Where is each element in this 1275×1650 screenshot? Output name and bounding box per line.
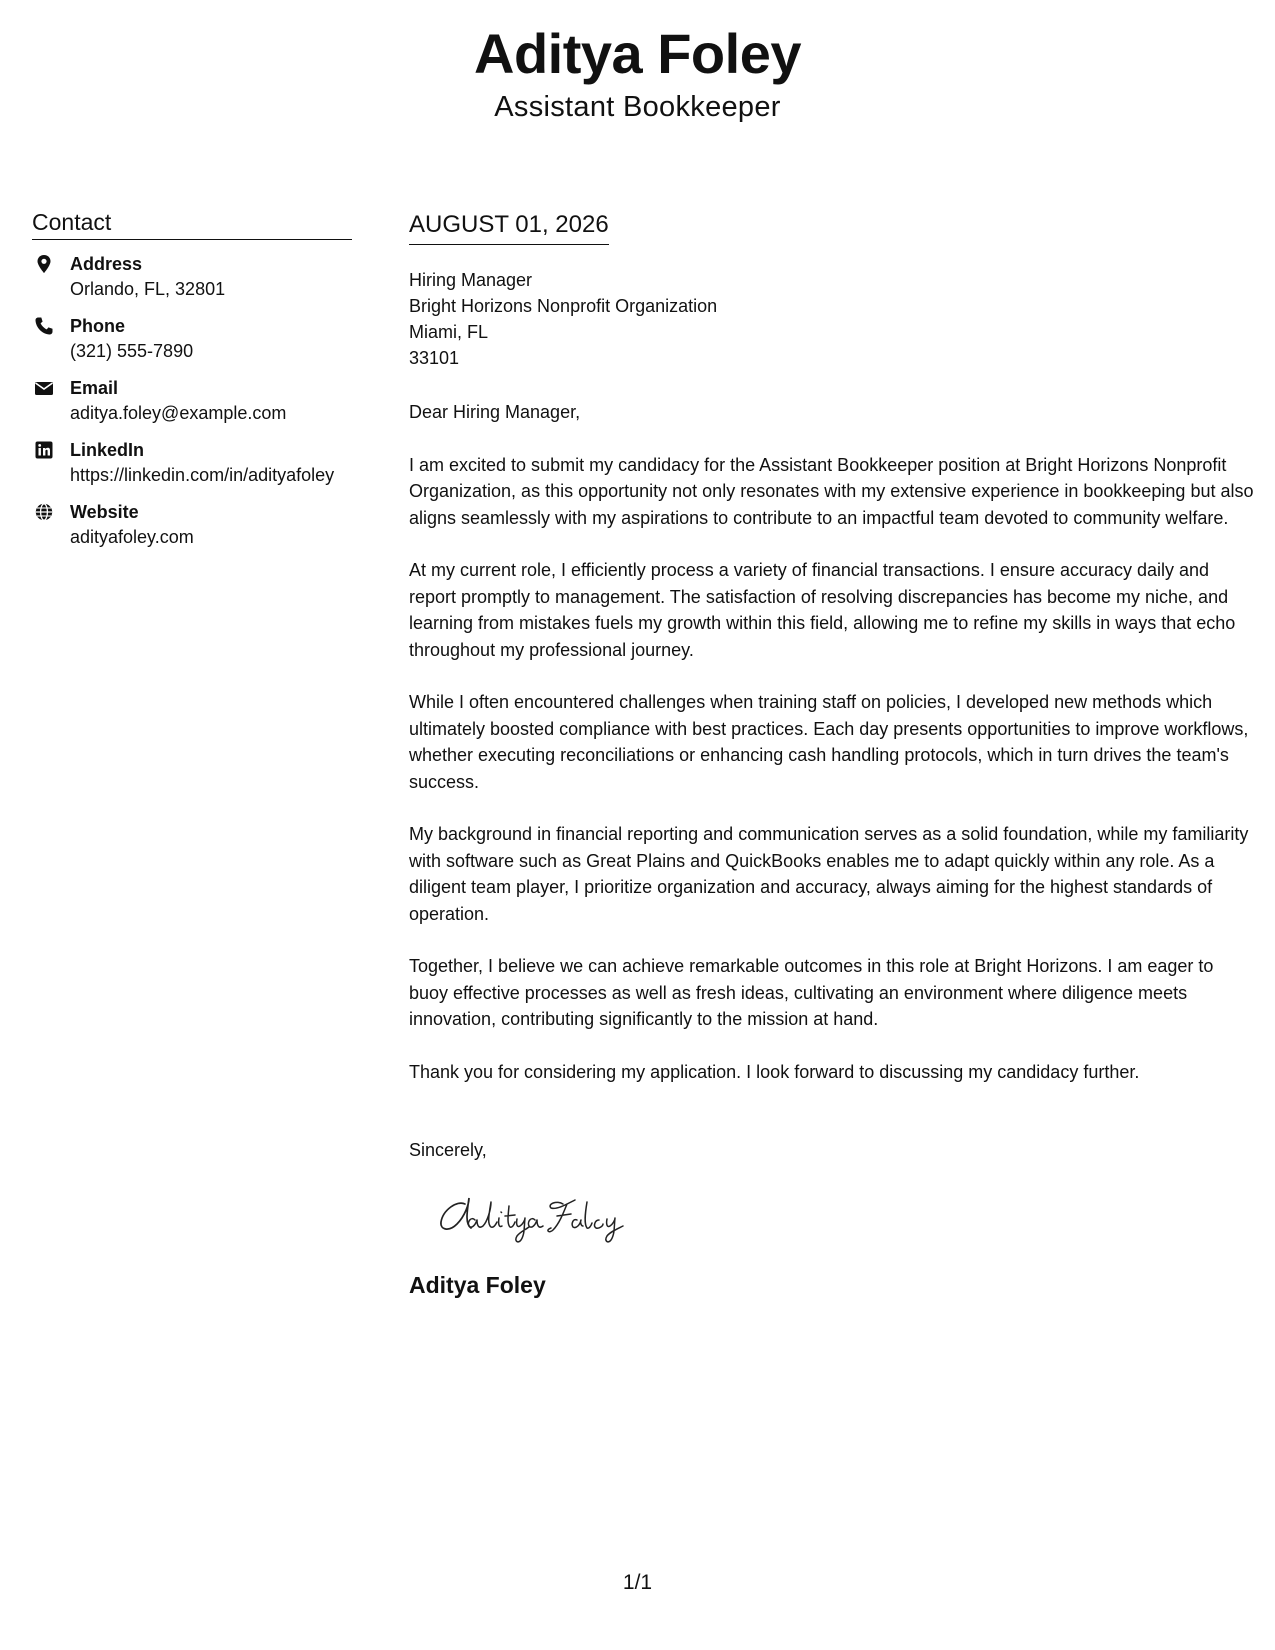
contact-address — [32, 252, 352, 302]
contact-address-value: Orlando, FL, 32801 — [70, 279, 226, 299]
letter-paragraph: While I often encountered challenges when training staff on policies, I developed new methods which ultimately boosted compliance with best practices. Each day presents opportunities to improve workflows, whether executing reconciliations or enhancing cash handling protocols, which in turn drives the team's success. — [409, 692, 1249, 792]
contact-phone — [32, 314, 352, 364]
contact-heading: Contact — [32, 208, 352, 240]
letter-body — [409, 210, 1254, 1299]
handwritten-signature — [435, 1186, 665, 1244]
contact-website-label: Website — [70, 502, 139, 522]
letter-paragraph: My background in financial reporting and communication serves as a solid foundation, while my familiarity with software such as Great Plains and QuickBooks enables me to adapt quickly within any role. As a diligent team player, I prioritize organization and accuracy, always aiming for the highest standards of operation. — [409, 824, 1249, 924]
contact-website — [32, 500, 352, 550]
contact-email-label: Email — [70, 378, 119, 398]
page-number: 1/1 — [622, 1571, 653, 1594]
letter-paragraph: At my current role, I efficiently process a variety of financial transactions. I ensure accuracy daily and report promptly to management. The satisfaction of resolving discrepancies has become my niche, and learning from mistakes fuels my growth within this field, allowing me to refine my skills in ways that echo throughout my professional journey. — [409, 560, 1236, 660]
recipient-line: 33101 — [409, 348, 460, 368]
phone-icon — [34, 316, 54, 336]
contact-phone-value: (321) 555-7890 — [70, 341, 194, 361]
map-pin-icon — [34, 254, 54, 274]
recipient-line: Bright Horizons Nonprofit Organization — [409, 296, 718, 316]
closing: Sincerely, — [409, 1140, 487, 1160]
contact-address-label: Address — [70, 254, 143, 274]
letter-paragraph: Together, I believe we can achieve remarkable outcomes in this role at Bright Horizons. I am eager to buoy effective processes as well as fresh ideas, cultivating an environment where diligence meets innovation, contributing significantly to the mission at hand. — [409, 956, 1214, 1029]
signer-name: Aditya Foley — [409, 1271, 546, 1298]
letter-header — [0, 22, 1275, 124]
recipient-line: Miami, FL — [409, 322, 489, 342]
contact-email — [32, 376, 352, 426]
recipient-line: Hiring Manager — [409, 270, 533, 290]
contact-website-value[interactable]: adityafoley.com — [70, 527, 194, 547]
contact-linkedin-label: LinkedIn — [70, 440, 145, 460]
contact-email-value[interactable]: aditya.foley@example.com — [70, 403, 287, 423]
salutation: Dear Hiring Manager, — [409, 402, 581, 422]
contact-sidebar — [32, 208, 352, 562]
letter-paragraph: Thank you for considering my application. I look forward to discussing my candidacy further. — [409, 1061, 1140, 1082]
applicant-title: Assistant Bookkeeper — [494, 91, 781, 123]
letter-paragraph: I am excited to submit my candidacy for the Assistant Bookkeeper position at Bright Horizons Nonprofit Organization, as this opportunity not only resonates with my extensive experience in bookkeeping but also aligns seamlessly with my aspirations to contribute to an impactful team devoted to community welfare. — [409, 454, 1254, 528]
recipient-block — [409, 267, 1254, 371]
linkedin-icon — [34, 440, 54, 460]
envelope-icon — [34, 378, 54, 398]
contact-linkedin — [32, 438, 352, 488]
letter-date: AUGUST 01, 2026 — [409, 210, 609, 245]
applicant-name: Aditya Foley — [474, 22, 801, 85]
globe-icon — [34, 502, 54, 522]
contact-phone-label: Phone — [70, 316, 126, 336]
contact-linkedin-value[interactable]: https://linkedin.com/in/adityafoley — [70, 465, 335, 485]
